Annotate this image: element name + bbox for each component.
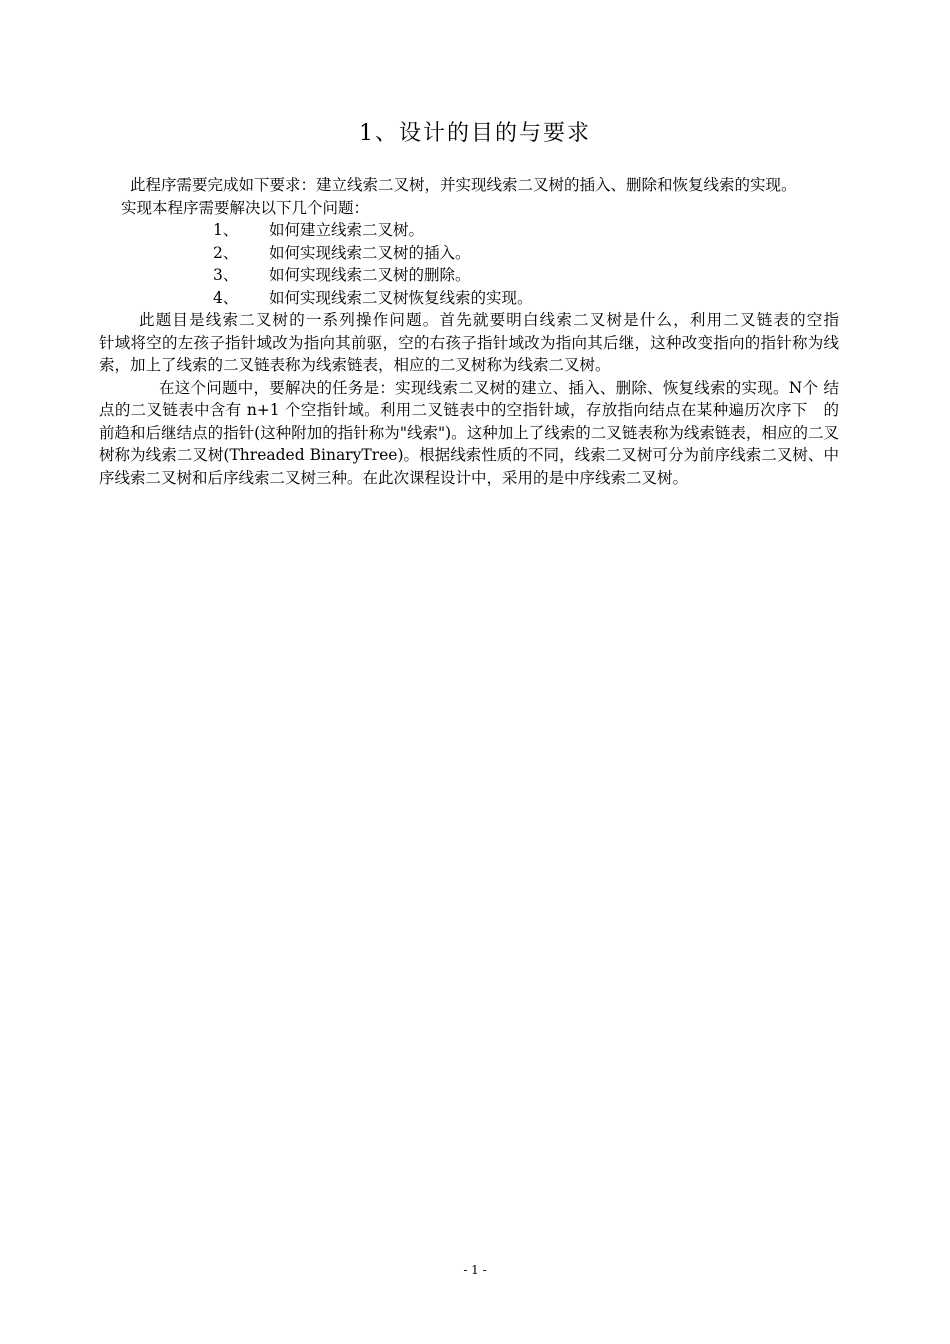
list-item	[99, 242, 839, 265]
list-item	[99, 287, 839, 310]
list-item-number: 3、	[213, 266, 239, 284]
list-item-number: 2、	[213, 243, 239, 262]
list-item-text: 如何实现线索二叉树恢复线索的实现。	[269, 288, 533, 307]
list-item-text: 如何建立线索二叉树。	[269, 221, 425, 239]
list-item-number: 1、	[213, 221, 239, 239]
list-item-text: 如何实现线索二叉树的删除。	[269, 266, 471, 284]
list-item-number: 4、	[213, 288, 239, 307]
page-number: - 1 -	[463, 1263, 487, 1277]
task-paragraph: 在这个问题中，要解决的任务是：实现线索二叉树的建立、插入、删除、恢复线索的实现。N个 结 点的二叉链表中含有 n+1 个空指针域。利用二叉链表中的空指针域，存放指向结点在某种遍历次序下 的前趋和后继结点的指针(这种附加的指针称为"线索")。这种加上了线索的二叉链表称为线索链表，相应的二叉树称为线索二叉树(Threaded BinaryTree)。根据线索性质的不同，线索二叉树可分为前序线索二叉树、中序线索二叉树和后序线索二叉树三种。在此次课程设计中，采用的是中序线索二叉树。	[99, 378, 839, 487]
document-body	[99, 174, 917, 489]
list-intro: 实现本程序需要解决以下几个问题：	[121, 198, 370, 217]
list-item	[99, 264, 839, 287]
problem-list	[99, 219, 839, 309]
intro-paragraph: 此程序需要完成如下要求：建立线索二叉树，并实现线索二叉树的插入、删除和恢复线索的实现。	[130, 176, 797, 194]
section-title: 1、设计的目的与要求	[359, 121, 591, 146]
explanation-paragraph: 此题目是线索二叉树的一系列操作问题。首先就要明白线索二叉树是什么，利用二叉链表的空指 针域将空的左孩子指针域改为指向其前驱，空的右孩子指针域改为指向其后继，这种改变指向的指针称为线索，加上了线索的二叉链表称为线索链表，相应的二叉树称为线索二叉树。	[99, 311, 917, 374]
list-item	[99, 219, 839, 242]
list-item-text: 如何实现线索二叉树的插入。	[269, 243, 471, 262]
